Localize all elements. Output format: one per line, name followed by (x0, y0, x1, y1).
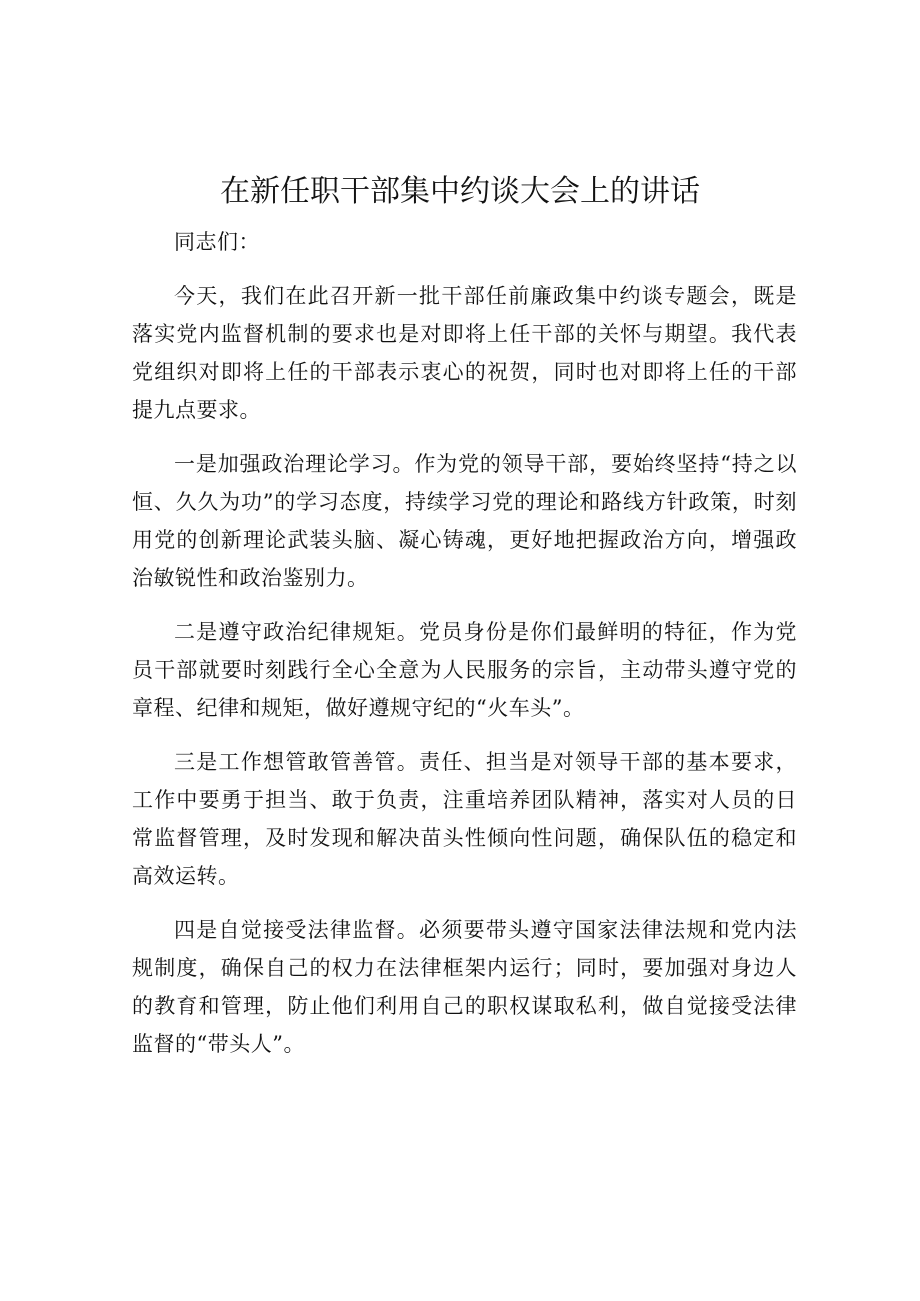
paragraph-point-1: 一是加强政治理论学习。作为党的领导干部，要始终坚持“持之以恒、久久为功”的学习态度，持续学习党的理论和路线方针政策，时刻用党的创新理论武装头脑、凝心铸魂，更好地把握政治方向，增强政治敏锐性和政治鉴别力。 (132, 452, 797, 590)
document-body (132, 223, 797, 1063)
paragraph-intro: 今天，我们在此召开新一批干部任前廉政集中约谈专题会，既是落实党内监督机制的要求也是对即将上任干部的关怀与期望。我代表党组织对即将上任的干部表示衷心的祝贺，同时也对即将上任的干部提九点要求。 (132, 284, 797, 422)
paragraph-point-3: 三是工作想管敢管善管。责任、担当是对领导干部的基本要求，工作中要勇于担当、敢于负责，注重培养团队精神，落实对人员的日常监督管理，及时发现和解决苗头性倾向性问题，确保队伍的稳定和高效运转。 (132, 750, 797, 888)
document-title: 在新任职干部集中约谈大会上的讲话 (220, 174, 700, 209)
salutation: 同志们： (174, 230, 260, 254)
paragraph-point-4: 四是自觉接受法律监督。必须要带头遵守国家法律法规和党内法规制度，确保自己的权力在法律框架内运行；同时，要加强对身边人的教育和管理，防止他们利用自己的职权谋取私利，做自觉接受法律监督的“带头人”。 (132, 918, 797, 1056)
paragraph-point-2: 二是遵守政治纪律规矩。党员身份是你们最鲜明的特征，作为党员干部就要时刻践行全心全意为人民服务的宗旨，主动带头遵守党的章程、纪律和规矩，做好遵规守纪的“火车头”。 (132, 620, 797, 720)
